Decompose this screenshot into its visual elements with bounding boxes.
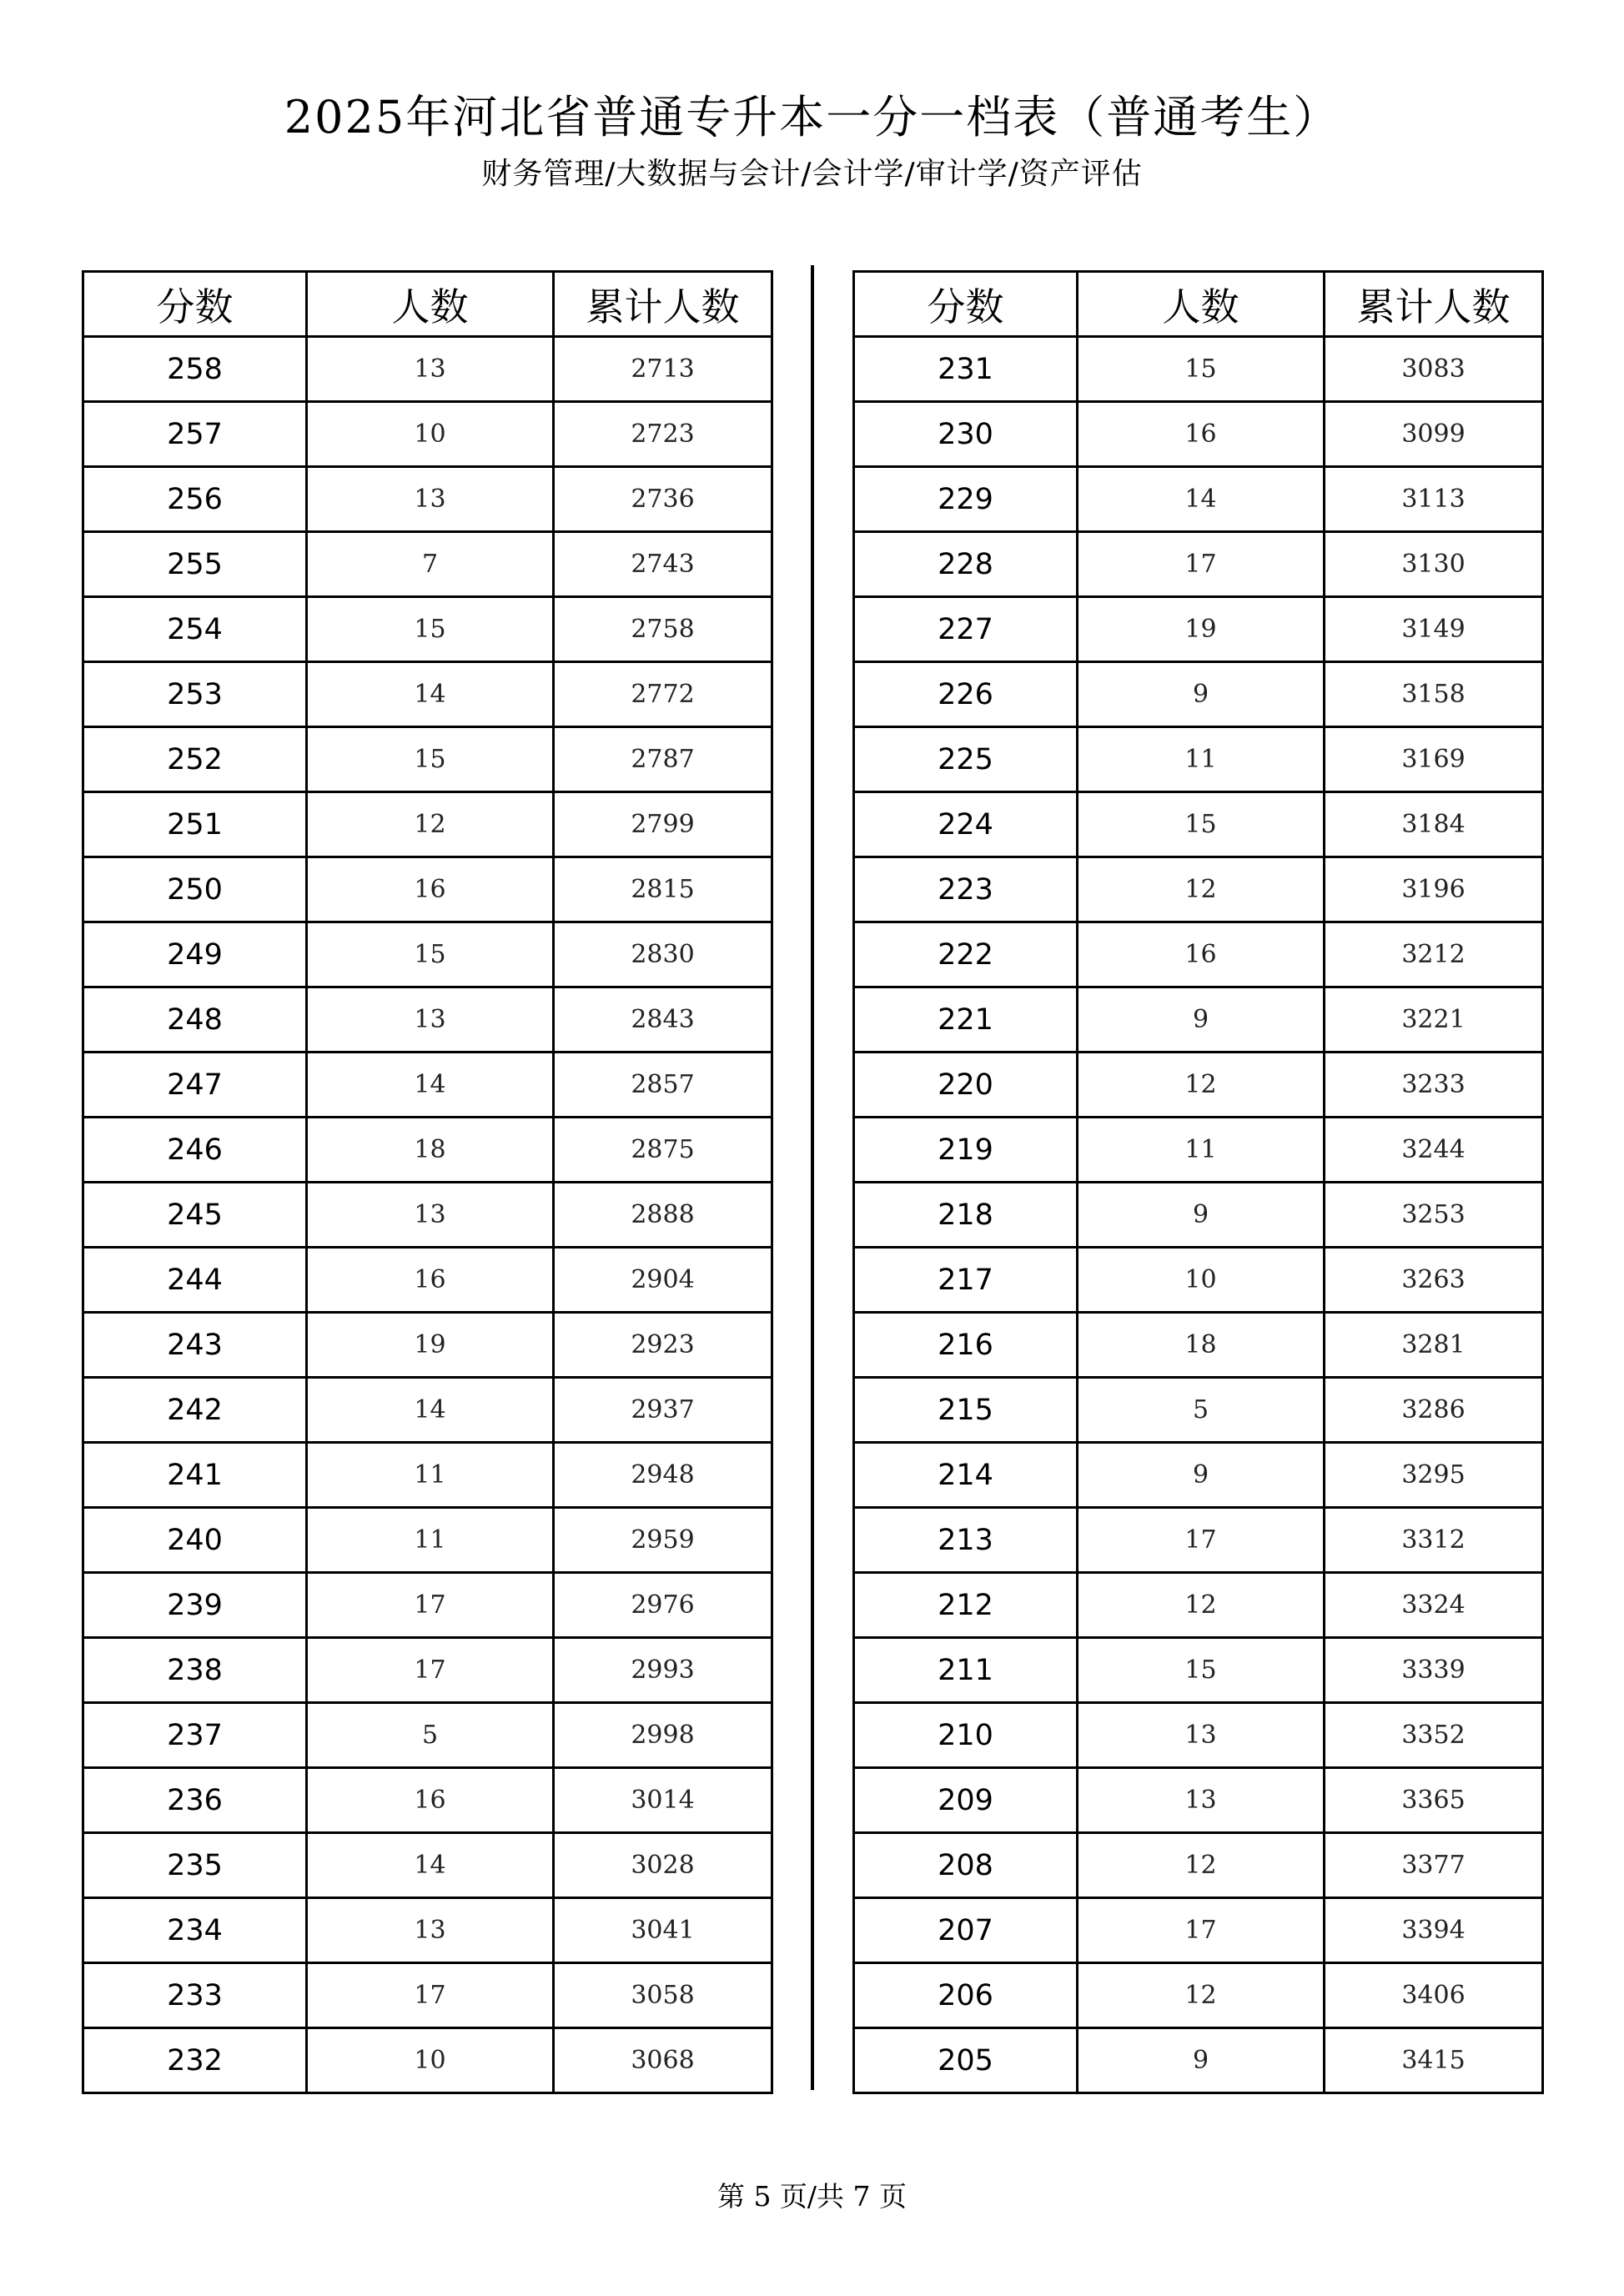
header-count: 人数: [307, 272, 554, 337]
cell-count: 13: [1078, 1768, 1325, 1833]
cell-count: 13: [307, 987, 554, 1053]
table-row: [83, 857, 772, 922]
cell-cumulative: 3312: [1325, 1508, 1543, 1573]
table-row: [83, 662, 772, 727]
cell-score: 245: [83, 1183, 307, 1248]
cell-cumulative: 2843: [554, 987, 772, 1053]
table-row: [83, 467, 772, 532]
cell-count: 15: [1078, 792, 1325, 857]
cell-cumulative: 3041: [554, 1898, 772, 1963]
cell-count: 18: [307, 1118, 554, 1183]
table-row: [854, 402, 1543, 467]
table-row: [854, 922, 1543, 987]
page-title: 2025年河北省普通专升本一分一档表（普通考生）: [284, 91, 1340, 143]
cell-cumulative: 3352: [1325, 1703, 1543, 1768]
cell-count: 19: [1078, 597, 1325, 662]
cell-count: 9: [1078, 1183, 1325, 1248]
table-row: [83, 2028, 772, 2093]
cell-count: 13: [307, 467, 554, 532]
table-row: [83, 1508, 772, 1573]
cell-count: 15: [307, 727, 554, 792]
cell-count: 17: [307, 1638, 554, 1703]
cell-count: 11: [307, 1508, 554, 1573]
header-score: 分数: [83, 272, 307, 337]
cell-cumulative: 3099: [1325, 402, 1543, 467]
cell-cumulative: 3221: [1325, 987, 1543, 1053]
cell-score: 257: [83, 402, 307, 467]
cell-score: 243: [83, 1313, 307, 1378]
cell-cumulative: 3158: [1325, 662, 1543, 727]
cell-count: 19: [307, 1313, 554, 1378]
cell-cumulative: 3253: [1325, 1183, 1543, 1248]
cell-cumulative: 2857: [554, 1053, 772, 1118]
table-row: [83, 1833, 772, 1898]
cell-score: 219: [854, 1118, 1078, 1183]
cell-count: 17: [1078, 1508, 1325, 1573]
cell-cumulative: 2787: [554, 727, 772, 792]
cell-score: 239: [83, 1573, 307, 1638]
cell-count: 14: [1078, 467, 1325, 532]
cell-count: 9: [1078, 662, 1325, 727]
cell-score: 252: [83, 727, 307, 792]
cell-count: 14: [307, 662, 554, 727]
cell-count: 14: [307, 1053, 554, 1118]
cell-cumulative: 3169: [1325, 727, 1543, 792]
cell-count: 14: [307, 1378, 554, 1443]
table-row: [854, 1248, 1543, 1313]
cell-cumulative: 3377: [1325, 1833, 1543, 1898]
table-row: [83, 792, 772, 857]
cell-score: 247: [83, 1053, 307, 1118]
cell-cumulative: 2888: [554, 1183, 772, 1248]
cell-cumulative: 3244: [1325, 1118, 1543, 1183]
table-row: [854, 1118, 1543, 1183]
cell-score: 240: [83, 1508, 307, 1573]
cell-score: 213: [854, 1508, 1078, 1573]
cell-score: 209: [854, 1768, 1078, 1833]
cell-cumulative: 3324: [1325, 1573, 1543, 1638]
cell-cumulative: 3014: [554, 1768, 772, 1833]
table-row: [83, 1638, 772, 1703]
cell-score: 248: [83, 987, 307, 1053]
cell-score: 207: [854, 1898, 1078, 1963]
cell-count: 11: [1078, 727, 1325, 792]
table-row: [854, 2028, 1543, 2093]
table-row: [83, 1378, 772, 1443]
cell-score: 237: [83, 1703, 307, 1768]
cell-count: 15: [307, 922, 554, 987]
cell-cumulative: 3263: [1325, 1248, 1543, 1313]
table-row: [854, 857, 1543, 922]
table-row: [854, 467, 1543, 532]
cell-score: 253: [83, 662, 307, 727]
page-footer: 第 5 页/共 7 页: [716, 2180, 908, 2213]
cell-count: 9: [1078, 1443, 1325, 1508]
cell-score: 206: [854, 1963, 1078, 2028]
table-row: [83, 337, 772, 402]
cell-score: 222: [854, 922, 1078, 987]
table-row: [854, 1898, 1543, 1963]
table-row: [854, 1963, 1543, 2028]
cell-score: 231: [854, 337, 1078, 402]
cell-count: 13: [307, 1183, 554, 1248]
table-row: [83, 922, 772, 987]
cell-count: 12: [1078, 1963, 1325, 2028]
cell-cumulative: 2743: [554, 532, 772, 597]
table-row: [83, 1313, 772, 1378]
cell-score: 250: [83, 857, 307, 922]
table-row: [854, 792, 1543, 857]
cell-cumulative: 2758: [554, 597, 772, 662]
cell-cumulative: 2815: [554, 857, 772, 922]
cell-cumulative: 3394: [1325, 1898, 1543, 1963]
cell-cumulative: 3415: [1325, 2028, 1543, 2093]
cell-cumulative: 2713: [554, 337, 772, 402]
table-row: [854, 337, 1543, 402]
table-row: [83, 1768, 772, 1833]
cell-cumulative: 2976: [554, 1573, 772, 1638]
cell-score: 227: [854, 597, 1078, 662]
table-row: [83, 1183, 772, 1248]
cell-count: 16: [1078, 922, 1325, 987]
table-row: [854, 1443, 1543, 1508]
cell-cumulative: 3295: [1325, 1443, 1543, 1508]
column-divider: [811, 265, 814, 2090]
cell-cumulative: 3058: [554, 1963, 772, 2028]
cell-count: 11: [1078, 1118, 1325, 1183]
cell-cumulative: 2998: [554, 1703, 772, 1768]
cell-score: 226: [854, 662, 1078, 727]
header-cumulative: 累计人数: [1325, 272, 1543, 337]
cell-score: 223: [854, 857, 1078, 922]
table-row: [83, 987, 772, 1053]
cell-cumulative: 3113: [1325, 467, 1543, 532]
table-row: [854, 1378, 1543, 1443]
table-row: [854, 1573, 1543, 1638]
cell-cumulative: 2799: [554, 792, 772, 857]
cell-count: 12: [1078, 857, 1325, 922]
cell-count: 12: [1078, 1053, 1325, 1118]
score-table-left: [82, 270, 773, 2094]
cell-cumulative: 2723: [554, 402, 772, 467]
header-count: 人数: [1078, 272, 1325, 337]
table-row: [854, 987, 1543, 1053]
table-header-row: [83, 272, 772, 337]
cell-count: 13: [307, 1898, 554, 1963]
cell-score: 221: [854, 987, 1078, 1053]
header-score: 分数: [854, 272, 1078, 337]
table-row: [854, 1638, 1543, 1703]
cell-count: 15: [1078, 1638, 1325, 1703]
cell-score: 246: [83, 1118, 307, 1183]
table-row: [854, 1053, 1543, 1118]
cell-count: 13: [307, 337, 554, 402]
cell-score: 210: [854, 1703, 1078, 1768]
table-row: [83, 1573, 772, 1638]
cell-score: 234: [83, 1898, 307, 1963]
cell-score: 244: [83, 1248, 307, 1313]
cell-count: 10: [307, 2028, 554, 2093]
cell-score: 241: [83, 1443, 307, 1508]
cell-count: 15: [1078, 337, 1325, 402]
cell-score: 205: [854, 2028, 1078, 2093]
cell-cumulative: 3083: [1325, 337, 1543, 402]
cell-score: 242: [83, 1378, 307, 1443]
cell-score: 212: [854, 1573, 1078, 1638]
table-row: [854, 727, 1543, 792]
cell-score: 216: [854, 1313, 1078, 1378]
cell-count: 17: [307, 1963, 554, 2028]
table-row: [854, 532, 1543, 597]
cell-cumulative: 2948: [554, 1443, 772, 1508]
cell-score: 220: [854, 1053, 1078, 1118]
cell-cumulative: 3196: [1325, 857, 1543, 922]
cell-score: 235: [83, 1833, 307, 1898]
cell-cumulative: 2830: [554, 922, 772, 987]
page-subtitle: 财务管理/大数据与会计/会计学/审计学/资产评估: [481, 157, 1143, 191]
table-row: [854, 1183, 1543, 1248]
cell-count: 11: [307, 1443, 554, 1508]
cell-cumulative: 3286: [1325, 1378, 1543, 1443]
cell-score: 236: [83, 1768, 307, 1833]
table-row: [83, 402, 772, 467]
table-row: [854, 662, 1543, 727]
cell-score: 232: [83, 2028, 307, 2093]
cell-score: 233: [83, 1963, 307, 2028]
cell-count: 16: [307, 1248, 554, 1313]
cell-score: 230: [854, 402, 1078, 467]
cell-count: 16: [307, 857, 554, 922]
table-row: [83, 1053, 772, 1118]
cell-count: 17: [1078, 1898, 1325, 1963]
cell-cumulative: 3068: [554, 2028, 772, 2093]
cell-score: 249: [83, 922, 307, 987]
cell-cumulative: 3406: [1325, 1963, 1543, 2028]
cell-count: 10: [307, 402, 554, 467]
cell-cumulative: 2937: [554, 1378, 772, 1443]
cell-count: 16: [307, 1768, 554, 1833]
table-row: [83, 1443, 772, 1508]
cell-score: 217: [854, 1248, 1078, 1313]
cell-cumulative: 2904: [554, 1248, 772, 1313]
cell-count: 13: [1078, 1703, 1325, 1768]
cell-score: 228: [854, 532, 1078, 597]
cell-cumulative: 3281: [1325, 1313, 1543, 1378]
cell-cumulative: 2875: [554, 1118, 772, 1183]
table-row: [83, 597, 772, 662]
cell-cumulative: 3028: [554, 1833, 772, 1898]
cell-score: 255: [83, 532, 307, 597]
cell-count: 12: [1078, 1573, 1325, 1638]
cell-cumulative: 3233: [1325, 1053, 1543, 1118]
cell-count: 16: [1078, 402, 1325, 467]
cell-score: 225: [854, 727, 1078, 792]
cell-count: 12: [307, 792, 554, 857]
cell-count: 9: [1078, 2028, 1325, 2093]
cell-count: 17: [1078, 532, 1325, 597]
cell-count: 5: [1078, 1378, 1325, 1443]
cell-score: 229: [854, 467, 1078, 532]
cell-cumulative: 2959: [554, 1508, 772, 1573]
cell-score: 256: [83, 467, 307, 532]
cell-count: 15: [307, 597, 554, 662]
table-row: [854, 597, 1543, 662]
cell-count: 17: [307, 1573, 554, 1638]
cell-cumulative: 3212: [1325, 922, 1543, 987]
cell-count: 18: [1078, 1313, 1325, 1378]
cell-score: 254: [83, 597, 307, 662]
cell-cumulative: 2772: [554, 662, 772, 727]
header-cumulative: 累计人数: [554, 272, 772, 337]
cell-score: 208: [854, 1833, 1078, 1898]
cell-count: 9: [1078, 987, 1325, 1053]
cell-count: 5: [307, 1703, 554, 1768]
cell-score: 215: [854, 1378, 1078, 1443]
cell-score: 251: [83, 792, 307, 857]
table-row: [854, 1703, 1543, 1768]
cell-count: 12: [1078, 1833, 1325, 1898]
cell-count: 14: [307, 1833, 554, 1898]
cell-score: 218: [854, 1183, 1078, 1248]
table-row: [854, 1508, 1543, 1573]
cell-cumulative: 2736: [554, 467, 772, 532]
cell-cumulative: 3184: [1325, 792, 1543, 857]
table-row: [83, 727, 772, 792]
cell-cumulative: 3130: [1325, 532, 1543, 597]
table-row: [854, 1768, 1543, 1833]
table-row: [83, 1248, 772, 1313]
table-header-row: [854, 272, 1543, 337]
score-table-right: [852, 270, 1544, 2094]
cell-cumulative: 2993: [554, 1638, 772, 1703]
table-row: [83, 1703, 772, 1768]
cell-score: 214: [854, 1443, 1078, 1508]
table-row: [854, 1833, 1543, 1898]
cell-score: 258: [83, 337, 307, 402]
table-row: [83, 532, 772, 597]
cell-cumulative: 3339: [1325, 1638, 1543, 1703]
cell-count: 10: [1078, 1248, 1325, 1313]
cell-score: 238: [83, 1638, 307, 1703]
cell-cumulative: 2923: [554, 1313, 772, 1378]
table-row: [83, 1898, 772, 1963]
cell-count: 7: [307, 532, 554, 597]
table-row: [83, 1963, 772, 2028]
table-row: [83, 1118, 772, 1183]
table-row: [854, 1313, 1543, 1378]
cell-cumulative: 3365: [1325, 1768, 1543, 1833]
cell-cumulative: 3149: [1325, 597, 1543, 662]
cell-score: 211: [854, 1638, 1078, 1703]
cell-score: 224: [854, 792, 1078, 857]
